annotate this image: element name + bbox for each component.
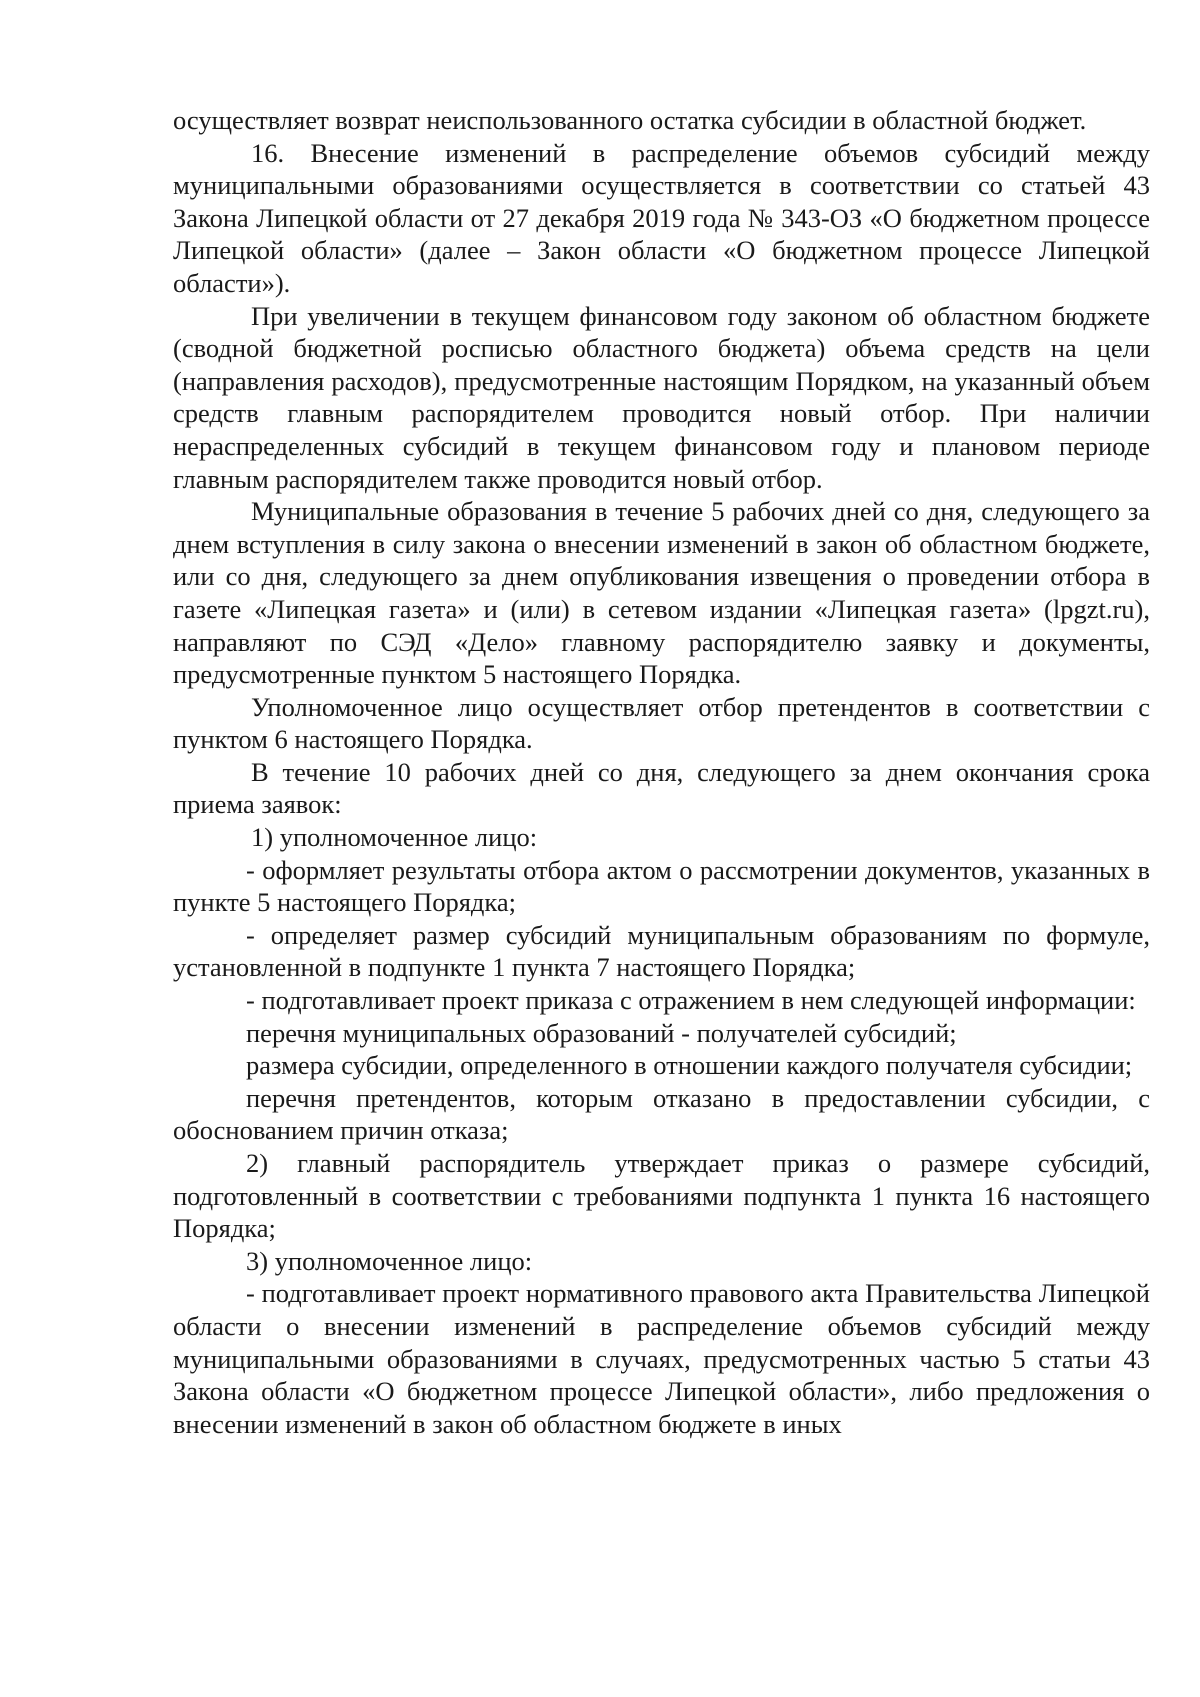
document-body [173,104,1150,1440]
paragraph-selection: Уполномоченное лицо осуществляет отбор претендентов в соответствии с пунктом 6 настоящего Порядка. [173,691,1150,755]
paragraph-refund-continuation: осуществляет возврат неиспользованного остатка субсидии в областной бюджет. [173,105,1087,135]
paragraph-municipal-application: Муниципальные образования в течение 5 рабочих дней со дня, следующего за днем вступления в силу закона о внесении изменений в закон об областном бюджете, или со дня, следующего за днем опубликования извещения о проведении отбора в газете «Липецкая газета» и (или) в сетевом издании «Липецкая газета» (lpgzt.ru), направляют по СЭД «Дело» главному распорядителю заявку и документы, предусмотренные пунктом 5 настоящего Порядка. [173,496,1150,690]
list-subitem-subsidy-size: размера субсидии, определенного в отношении каждого получателя субсидии; [246,1050,1133,1081]
list-item-1: 1) уполномоченное лицо: [251,822,538,853]
list-subitem-act: - оформляет результаты отбора актом о рассмотрении документов, указанных в пункте 5 настоящего Порядка; [173,854,1150,918]
list-subitem-amount: - определяет размер субсидий муниципальным образованиям по формуле, установленной в подпункте 1 пункта 7 настоящего Порядка; [173,919,1150,983]
list-item-3: 3) уполномоченное лицо: [246,1245,533,1276]
list-subitem-refusals: перечня претендентов, которым отказано в предоставлении субсидии, с обоснованием причин отказа; [173,1082,1150,1146]
paragraph-item-16: 16. Внесение изменений в распределение объемов субсидий между муниципальными образованиями осуществляется в соответствии со статьей 43 Закона Липецкой области от 27 декабря 2019 года № 343-ОЗ «О бюджетном процессе Липецкой области» (далее – Закон области «О бюджетном процессе Липецкой области»). [173,137,1150,298]
paragraph-deadline: В течение 10 рабочих дней со дня, следующего за днем окончания срока приема заявок: [173,756,1150,820]
list-subitem-municipalities: перечня муниципальных образований - получателей субсидий; [246,1017,957,1048]
list-item-2: 2) главный распорядитель утверждает приказ о размере субсидий, подготовленный в соответствии с требованиями подпункта 1 пункта 16 настоящего Порядка; [173,1148,1150,1244]
list-subitem-order-draft: - подготавливает проект приказа с отражением в нем следующей информации: [246,985,1136,1016]
paragraph-new-selection: При увеличении в текущем финансовом году законом об областном бюджете (сводной бюджетной росписью областного бюджета) объема средств на цели (направления расходов), предусмотренные настоящим Порядком, на указанный объем средств главным распорядителем проводится новый отбор. При наличии нераспределенных субсидий в текущем финансовом году и плановом периоде главным распорядителем также проводится новый отбор. [173,300,1150,494]
list-subitem-legal-act: - подготавливает проект нормативного правового акта Правительства Липецкой области о внесении изменений в распределение объемов субсидий между муниципальными образованиями в случаях, предусмотренных частью 5 статьи 43 Закона области «О бюджетном процессе Липецкой области», либо предложения о внесении изменений в закон об областном бюджете в иных [173,1278,1150,1439]
